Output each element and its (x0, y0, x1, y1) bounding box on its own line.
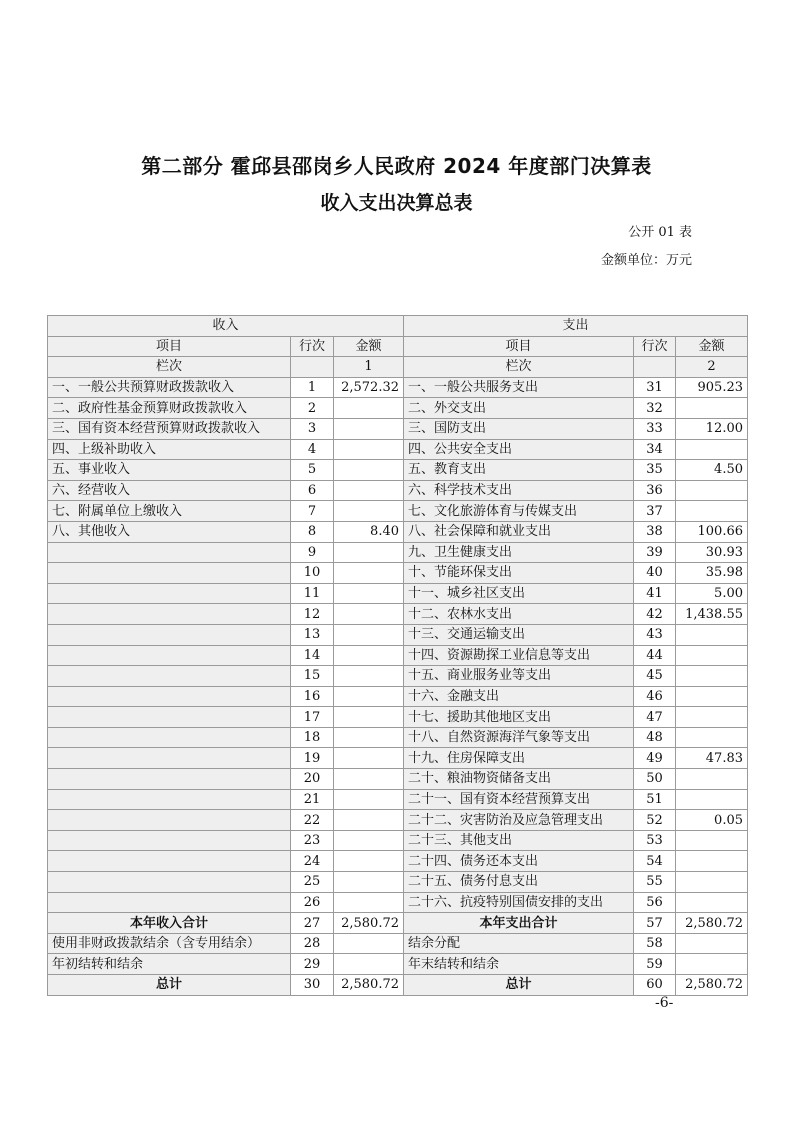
income-line-cell: 24 (291, 851, 334, 872)
income-line-cell: 18 (291, 727, 334, 748)
income-item-header: 项目 (48, 336, 291, 357)
income-line-cell: 17 (291, 707, 334, 728)
expense-item-cell: 六、科学技术支出 (404, 480, 634, 501)
expense-amount-cell (676, 398, 748, 419)
income-item-cell (48, 686, 291, 707)
income-expense-table (47, 315, 748, 996)
expense-line-cell: 60 (634, 975, 676, 996)
income-line-cell: 20 (291, 769, 334, 790)
income-line-cell: 9 (291, 542, 334, 563)
expense-amount-cell: 1,438.55 (676, 604, 748, 625)
expense-amount-cell (676, 645, 748, 666)
table-body (48, 316, 748, 996)
income-item-cell (48, 563, 291, 584)
income-item-cell (48, 645, 291, 666)
table-subtitle: 收入支出决算总表 (320, 192, 473, 214)
expense-amount-cell (676, 872, 748, 893)
expense-amount-cell (676, 727, 748, 748)
income-amount-cell (334, 707, 404, 728)
expense-item-header: 项目 (404, 336, 634, 357)
expense-amount-cell: 30.93 (676, 542, 748, 563)
expense-amount-cell (676, 769, 748, 790)
income-amount-cell (334, 892, 404, 913)
income-amount-cell (334, 563, 404, 584)
income-item-cell (48, 789, 291, 810)
expense-amount-cell: 100.66 (676, 521, 748, 542)
expense-amount-cell: 5.00 (676, 583, 748, 604)
expense-amount-cell (676, 480, 748, 501)
expense-line-cell: 45 (634, 666, 676, 687)
income-amount-cell (334, 954, 404, 975)
income-amount-cell: 8.40 (334, 521, 404, 542)
income-line-cell: 6 (291, 480, 334, 501)
expense-line-cell: 35 (634, 460, 676, 481)
table-row (48, 707, 748, 728)
expense-line-cell: 55 (634, 872, 676, 893)
page-number: -6- (655, 995, 674, 1011)
income-amount-cell (334, 686, 404, 707)
income-line-cell: 10 (291, 563, 334, 584)
income-amount-cell: 2,580.72 (334, 913, 404, 934)
expense-line-cell: 58 (634, 933, 676, 954)
income-item-cell: 一、一般公共预算财政拨款收入 (48, 377, 291, 398)
income-amount-cell (334, 501, 404, 522)
expense-item-cell: 二十二、灾害防治及应急管理支出 (404, 810, 634, 831)
expense-line-cell: 57 (634, 913, 676, 934)
income-item-cell (48, 872, 291, 893)
table-row (48, 727, 748, 748)
expense-item-cell: 一、一般公共服务支出 (404, 377, 634, 398)
expense-item-cell: 十五、商业服务业等支出 (404, 666, 634, 687)
income-line-cell: 28 (291, 933, 334, 954)
group-header-row (48, 316, 748, 337)
income-item-cell: 二、政府性基金预算财政拨款收入 (48, 398, 291, 419)
income-line-cell: 16 (291, 686, 334, 707)
income-line-cell: 29 (291, 954, 334, 975)
expense-item-cell: 年末结转和结余 (404, 954, 634, 975)
expense-amount-cell (676, 686, 748, 707)
expense-line-header: 行次 (634, 336, 676, 357)
expense-line-cell: 47 (634, 707, 676, 728)
income-line-cell: 7 (291, 501, 334, 522)
total-row (48, 913, 748, 934)
expense-lanci-label: 栏次 (404, 357, 634, 378)
table-row (48, 624, 748, 645)
income-line-cell: 23 (291, 830, 334, 851)
table-row (48, 769, 748, 790)
expense-amount-cell: 905.23 (676, 377, 748, 398)
income-amount-cell (334, 933, 404, 954)
table-row (48, 892, 748, 913)
income-amount-cell (334, 418, 404, 439)
income-item-cell: 总计 (48, 975, 291, 996)
expense-amount-cell (676, 624, 748, 645)
expense-item-cell: 二十三、其他支出 (404, 830, 634, 851)
expense-line-cell: 32 (634, 398, 676, 419)
expense-lanci-line (634, 357, 676, 378)
income-lanci-line (291, 357, 334, 378)
table-row (48, 418, 748, 439)
income-item-cell (48, 666, 291, 687)
expense-line-cell: 41 (634, 583, 676, 604)
income-amount-header: 金额 (334, 336, 404, 357)
income-item-cell (48, 604, 291, 625)
income-amount-cell (334, 872, 404, 893)
income-line-header: 行次 (291, 336, 334, 357)
expense-line-cell: 31 (634, 377, 676, 398)
income-item-cell: 七、附属单位上缴收入 (48, 501, 291, 522)
expense-line-cell: 34 (634, 439, 676, 460)
income-line-cell: 11 (291, 583, 334, 604)
income-amount-cell (334, 810, 404, 831)
column-header-row (48, 336, 748, 357)
income-item-cell (48, 851, 291, 872)
table-row (48, 789, 748, 810)
expense-amount-cell: 2,580.72 (676, 975, 748, 996)
table-row (48, 460, 748, 481)
expense-amount-cell (676, 954, 748, 975)
expense-item-cell: 十二、农林水支出 (404, 604, 634, 625)
income-amount-cell (334, 727, 404, 748)
income-amount-cell (334, 583, 404, 604)
expense-line-cell: 36 (634, 480, 676, 501)
income-line-cell: 30 (291, 975, 334, 996)
expense-item-cell: 二十、粮油物资储备支出 (404, 769, 634, 790)
table-row (48, 830, 748, 851)
expense-item-cell: 三、国防支出 (404, 418, 634, 439)
income-lanci-label: 栏次 (48, 357, 291, 378)
expense-item-cell: 二十六、抗疫特别国债安排的支出 (404, 892, 634, 913)
income-item-cell (48, 830, 291, 851)
income-item-cell (48, 542, 291, 563)
income-line-cell: 1 (291, 377, 334, 398)
expense-item-cell: 结余分配 (404, 933, 634, 954)
income-amount-cell: 2,580.72 (334, 975, 404, 996)
table-row (48, 810, 748, 831)
expense-item-cell: 十一、城乡社区支出 (404, 583, 634, 604)
income-amount-cell (334, 645, 404, 666)
total-row (48, 954, 748, 975)
table-row (48, 851, 748, 872)
expense-amount-cell (676, 830, 748, 851)
income-item-cell (48, 583, 291, 604)
income-line-cell: 12 (291, 604, 334, 625)
income-item-cell: 五、事业收入 (48, 460, 291, 481)
expense-item-cell: 五、教育支出 (404, 460, 634, 481)
page-title: 第二部分 霍邱县邵岗乡人民政府 2024 年度部门决算表 (141, 154, 652, 178)
expense-amount-cell (676, 439, 748, 460)
table-row (48, 542, 748, 563)
income-amount-cell (334, 666, 404, 687)
income-amount-cell (334, 542, 404, 563)
income-amount-cell (334, 624, 404, 645)
expense-item-cell: 二十一、国有资本经营预算支出 (404, 789, 634, 810)
income-item-cell (48, 727, 291, 748)
expense-amount-cell (676, 501, 748, 522)
expense-item-cell: 二、外交支出 (404, 398, 634, 419)
expense-line-cell: 52 (634, 810, 676, 831)
expense-amount-cell: 35.98 (676, 563, 748, 584)
expense-line-cell: 59 (634, 954, 676, 975)
income-item-cell (48, 892, 291, 913)
expense-amount-cell: 12.00 (676, 418, 748, 439)
expense-item-cell: 总计 (404, 975, 634, 996)
expense-line-cell: 37 (634, 501, 676, 522)
income-line-cell: 27 (291, 913, 334, 934)
expense-amount-cell (676, 707, 748, 728)
expense-amount-cell (676, 666, 748, 687)
income-item-cell: 八、其他收入 (48, 521, 291, 542)
expense-amount-header: 金额 (676, 336, 748, 357)
income-line-cell: 15 (291, 666, 334, 687)
expense-item-cell: 十四、资源勘探工业信息等支出 (404, 645, 634, 666)
table-row (48, 563, 748, 584)
income-line-cell: 19 (291, 748, 334, 769)
income-line-cell: 21 (291, 789, 334, 810)
income-item-cell (48, 624, 291, 645)
expense-line-cell: 40 (634, 563, 676, 584)
income-amount-cell (334, 789, 404, 810)
table-row (48, 666, 748, 687)
income-amount-cell (334, 830, 404, 851)
expense-item-cell: 十三、交通运输支出 (404, 624, 634, 645)
income-amount-cell (334, 851, 404, 872)
table-row (48, 501, 748, 522)
expense-amount-cell (676, 892, 748, 913)
income-amount-cell (334, 769, 404, 790)
expense-item-cell: 十八、自然资源海洋气象等支出 (404, 727, 634, 748)
expense-amount-cell (676, 789, 748, 810)
expense-line-cell: 49 (634, 748, 676, 769)
expense-line-cell: 42 (634, 604, 676, 625)
expense-line-cell: 56 (634, 892, 676, 913)
expense-item-cell: 七、文化旅游体育与传媒支出 (404, 501, 634, 522)
expense-amount-cell (676, 851, 748, 872)
income-amount-cell (334, 439, 404, 460)
table-row (48, 645, 748, 666)
table-row (48, 439, 748, 460)
income-item-cell: 三、国有资本经营预算财政拨款收入 (48, 418, 291, 439)
income-amount-cell (334, 398, 404, 419)
expense-item-cell: 十、节能环保支出 (404, 563, 634, 584)
income-item-cell (48, 769, 291, 790)
expense-line-cell: 50 (634, 769, 676, 790)
expense-line-cell: 39 (634, 542, 676, 563)
expense-line-cell: 53 (634, 830, 676, 851)
income-item-cell: 年初结转和结余 (48, 954, 291, 975)
table-row (48, 521, 748, 542)
expense-line-cell: 43 (634, 624, 676, 645)
table-id: 公开 01 表 (628, 225, 692, 240)
expense-column-number: 2 (676, 357, 748, 378)
income-amount-cell (334, 460, 404, 481)
total-row (48, 933, 748, 954)
expense-line-cell: 51 (634, 789, 676, 810)
income-item-cell (48, 810, 291, 831)
expense-item-cell: 二十四、债务还本支出 (404, 851, 634, 872)
income-item-cell: 六、经营收入 (48, 480, 291, 501)
income-line-cell: 4 (291, 439, 334, 460)
expense-line-cell: 46 (634, 686, 676, 707)
lanci-row (48, 357, 748, 378)
income-line-cell: 22 (291, 810, 334, 831)
total-row (48, 975, 748, 996)
expense-amount-cell: 2,580.72 (676, 913, 748, 934)
expense-item-cell: 二十五、债务付息支出 (404, 872, 634, 893)
income-line-cell: 3 (291, 418, 334, 439)
income-amount-cell: 2,572.32 (334, 377, 404, 398)
table-row (48, 398, 748, 419)
expense-amount-cell: 0.05 (676, 810, 748, 831)
income-line-cell: 5 (291, 460, 334, 481)
expense-item-cell: 九、卫生健康支出 (404, 542, 634, 563)
expense-amount-cell (676, 933, 748, 954)
income-item-cell: 四、上级补助收入 (48, 439, 291, 460)
income-item-cell: 本年收入合计 (48, 913, 291, 934)
income-item-cell (48, 707, 291, 728)
income-amount-cell (334, 748, 404, 769)
expense-line-cell: 54 (634, 851, 676, 872)
table-row (48, 583, 748, 604)
expense-line-cell: 44 (634, 645, 676, 666)
expense-item-cell: 十七、援助其他地区支出 (404, 707, 634, 728)
income-amount-cell (334, 480, 404, 501)
income-line-cell: 2 (291, 398, 334, 419)
expense-line-cell: 38 (634, 521, 676, 542)
expense-amount-cell: 4.50 (676, 460, 748, 481)
amount-unit: 金额单位：万元 (600, 253, 692, 268)
table-row (48, 377, 748, 398)
income-column-number: 1 (334, 357, 404, 378)
income-line-cell: 25 (291, 872, 334, 893)
table-row (48, 748, 748, 769)
expense-line-cell: 48 (634, 727, 676, 748)
income-line-cell: 14 (291, 645, 334, 666)
expense-line-cell: 33 (634, 418, 676, 439)
table-row (48, 686, 748, 707)
expense-amount-cell: 47.83 (676, 748, 748, 769)
expense-item-cell: 十六、金融支出 (404, 686, 634, 707)
expense-item-cell: 本年支出合计 (404, 913, 634, 934)
income-item-cell (48, 748, 291, 769)
income-line-cell: 26 (291, 892, 334, 913)
expense-group-header: 支出 (404, 316, 748, 337)
income-line-cell: 13 (291, 624, 334, 645)
expense-item-cell: 八、社会保障和就业支出 (404, 521, 634, 542)
expense-item-cell: 四、公共安全支出 (404, 439, 634, 460)
expense-item-cell: 十九、住房保障支出 (404, 748, 634, 769)
table-row (48, 872, 748, 893)
table-row (48, 480, 748, 501)
income-item-cell: 使用非财政拨款结余（含专用结余） (48, 933, 291, 954)
income-line-cell: 8 (291, 521, 334, 542)
income-amount-cell (334, 604, 404, 625)
income-group-header: 收入 (48, 316, 404, 337)
table-row (48, 604, 748, 625)
